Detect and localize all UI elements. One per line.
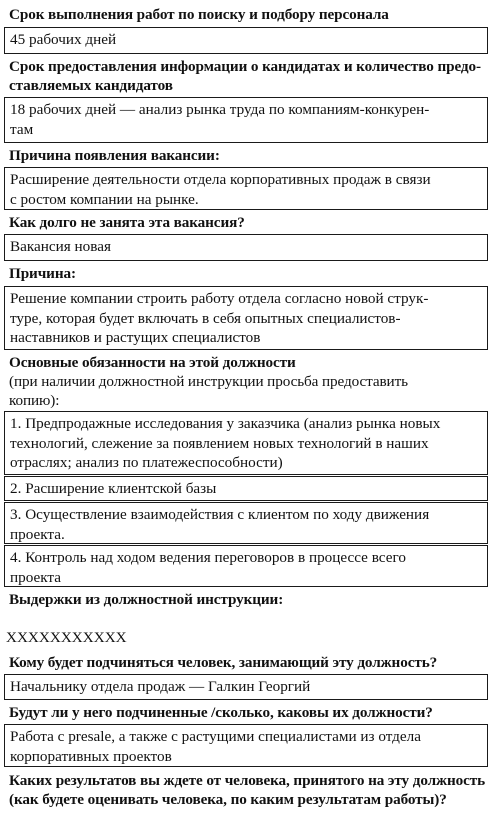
answer-reports-to bbox=[4, 674, 488, 700]
duty-line: 4. Контроль над ходом ведения переговоров в процессе всего bbox=[10, 549, 406, 566]
answer-subordinates bbox=[4, 724, 488, 767]
duty-item-1 bbox=[4, 411, 488, 475]
answer-line: наставников и растущих специалистов bbox=[10, 329, 261, 346]
answer-search-deadline bbox=[4, 27, 488, 54]
answer-line: 45 рабочих дней bbox=[10, 31, 117, 48]
question-line: (как будете оценивать человека, по каким результатам работы)? bbox=[9, 791, 447, 808]
duty-item-4 bbox=[4, 545, 488, 587]
answer-job-description-excerpts: XXXXXXXXXXX bbox=[6, 629, 127, 646]
duty-line: технологий, слежение за появлением новых технологий в наших bbox=[10, 434, 429, 452]
answer-line: 18 рабочих дней — анализ рынка труда по компаниям-конкурен- bbox=[10, 101, 430, 118]
duty-item-3 bbox=[4, 502, 488, 544]
answer-line: Вакансия новая bbox=[10, 238, 111, 255]
duty-line: 2. Расширение клиентской базы bbox=[10, 480, 217, 497]
question-note-line: (при наличии должностной инструкции просьба предоставить bbox=[9, 373, 408, 390]
question-subordinates: Будут ли у него подчиненные /сколько, каковы их должности? bbox=[9, 704, 433, 721]
question-job-description-excerpts: Выдержки из должностной инструкции: bbox=[9, 591, 284, 608]
answer-line: там bbox=[10, 120, 34, 138]
answer-line: с ростом компании на рынке. bbox=[10, 190, 199, 208]
answer-vacancy-reason bbox=[4, 167, 488, 210]
question-candidate-info-deadline bbox=[9, 57, 495, 95]
answer-vacancy-open-duration bbox=[4, 234, 488, 261]
answer-line: Расширение деятельности отдела корпоративных продаж в связи bbox=[10, 171, 431, 188]
question-line: Срок предоставления информации о кандидатах и количество предо- bbox=[9, 58, 481, 75]
question-line: Основные обязанности на этой должности bbox=[9, 354, 296, 371]
question-reports-to: Кому будет подчиняться человек, занимающий эту должность? bbox=[9, 654, 438, 671]
answer-line: Начальнику отдела продаж — Галкин Георгий bbox=[10, 678, 311, 695]
duty-item-2 bbox=[4, 476, 488, 501]
question-line: Каких результатов вы ждете от человека, принятого на эту должность bbox=[9, 772, 486, 789]
duty-line: 1. Предпродажные исследования у заказчика (анализ рынка новых bbox=[10, 415, 441, 432]
duty-line: проекта. bbox=[10, 525, 65, 543]
question-line: ставляемых кандидатов bbox=[9, 77, 173, 94]
answer-line: корпоративных проектов bbox=[10, 747, 172, 765]
answer-line: Решение компании строить работу отдела согласно новой струк- bbox=[10, 290, 429, 307]
duty-line: 3. Осуществление взаимодействия с клиентом по ходу движения bbox=[10, 506, 430, 523]
question-reason: Причина: bbox=[9, 265, 76, 282]
question-search-deadline: Срок выполнения работ по поиску и подбору персонала bbox=[9, 6, 389, 23]
question-main-duties bbox=[9, 353, 495, 410]
duty-line: отраслях; анализ по платежеспособности) bbox=[10, 454, 283, 471]
question-expected-results bbox=[9, 771, 495, 809]
question-note-line: копию): bbox=[9, 392, 60, 409]
answer-candidate-info-deadline bbox=[4, 97, 488, 143]
answer-line: туре, которая будет включать в себя опытных специалистов- bbox=[10, 309, 401, 327]
question-vacancy-open-duration: Как долго не занята эта вакансия? bbox=[9, 214, 245, 231]
duty-line: проекта bbox=[10, 568, 61, 586]
answer-reason bbox=[4, 286, 488, 350]
answer-line: Работа с presale, а также с растущими специалистами из отдела bbox=[10, 728, 421, 745]
question-vacancy-reason: Причина появления вакансии: bbox=[9, 147, 220, 164]
